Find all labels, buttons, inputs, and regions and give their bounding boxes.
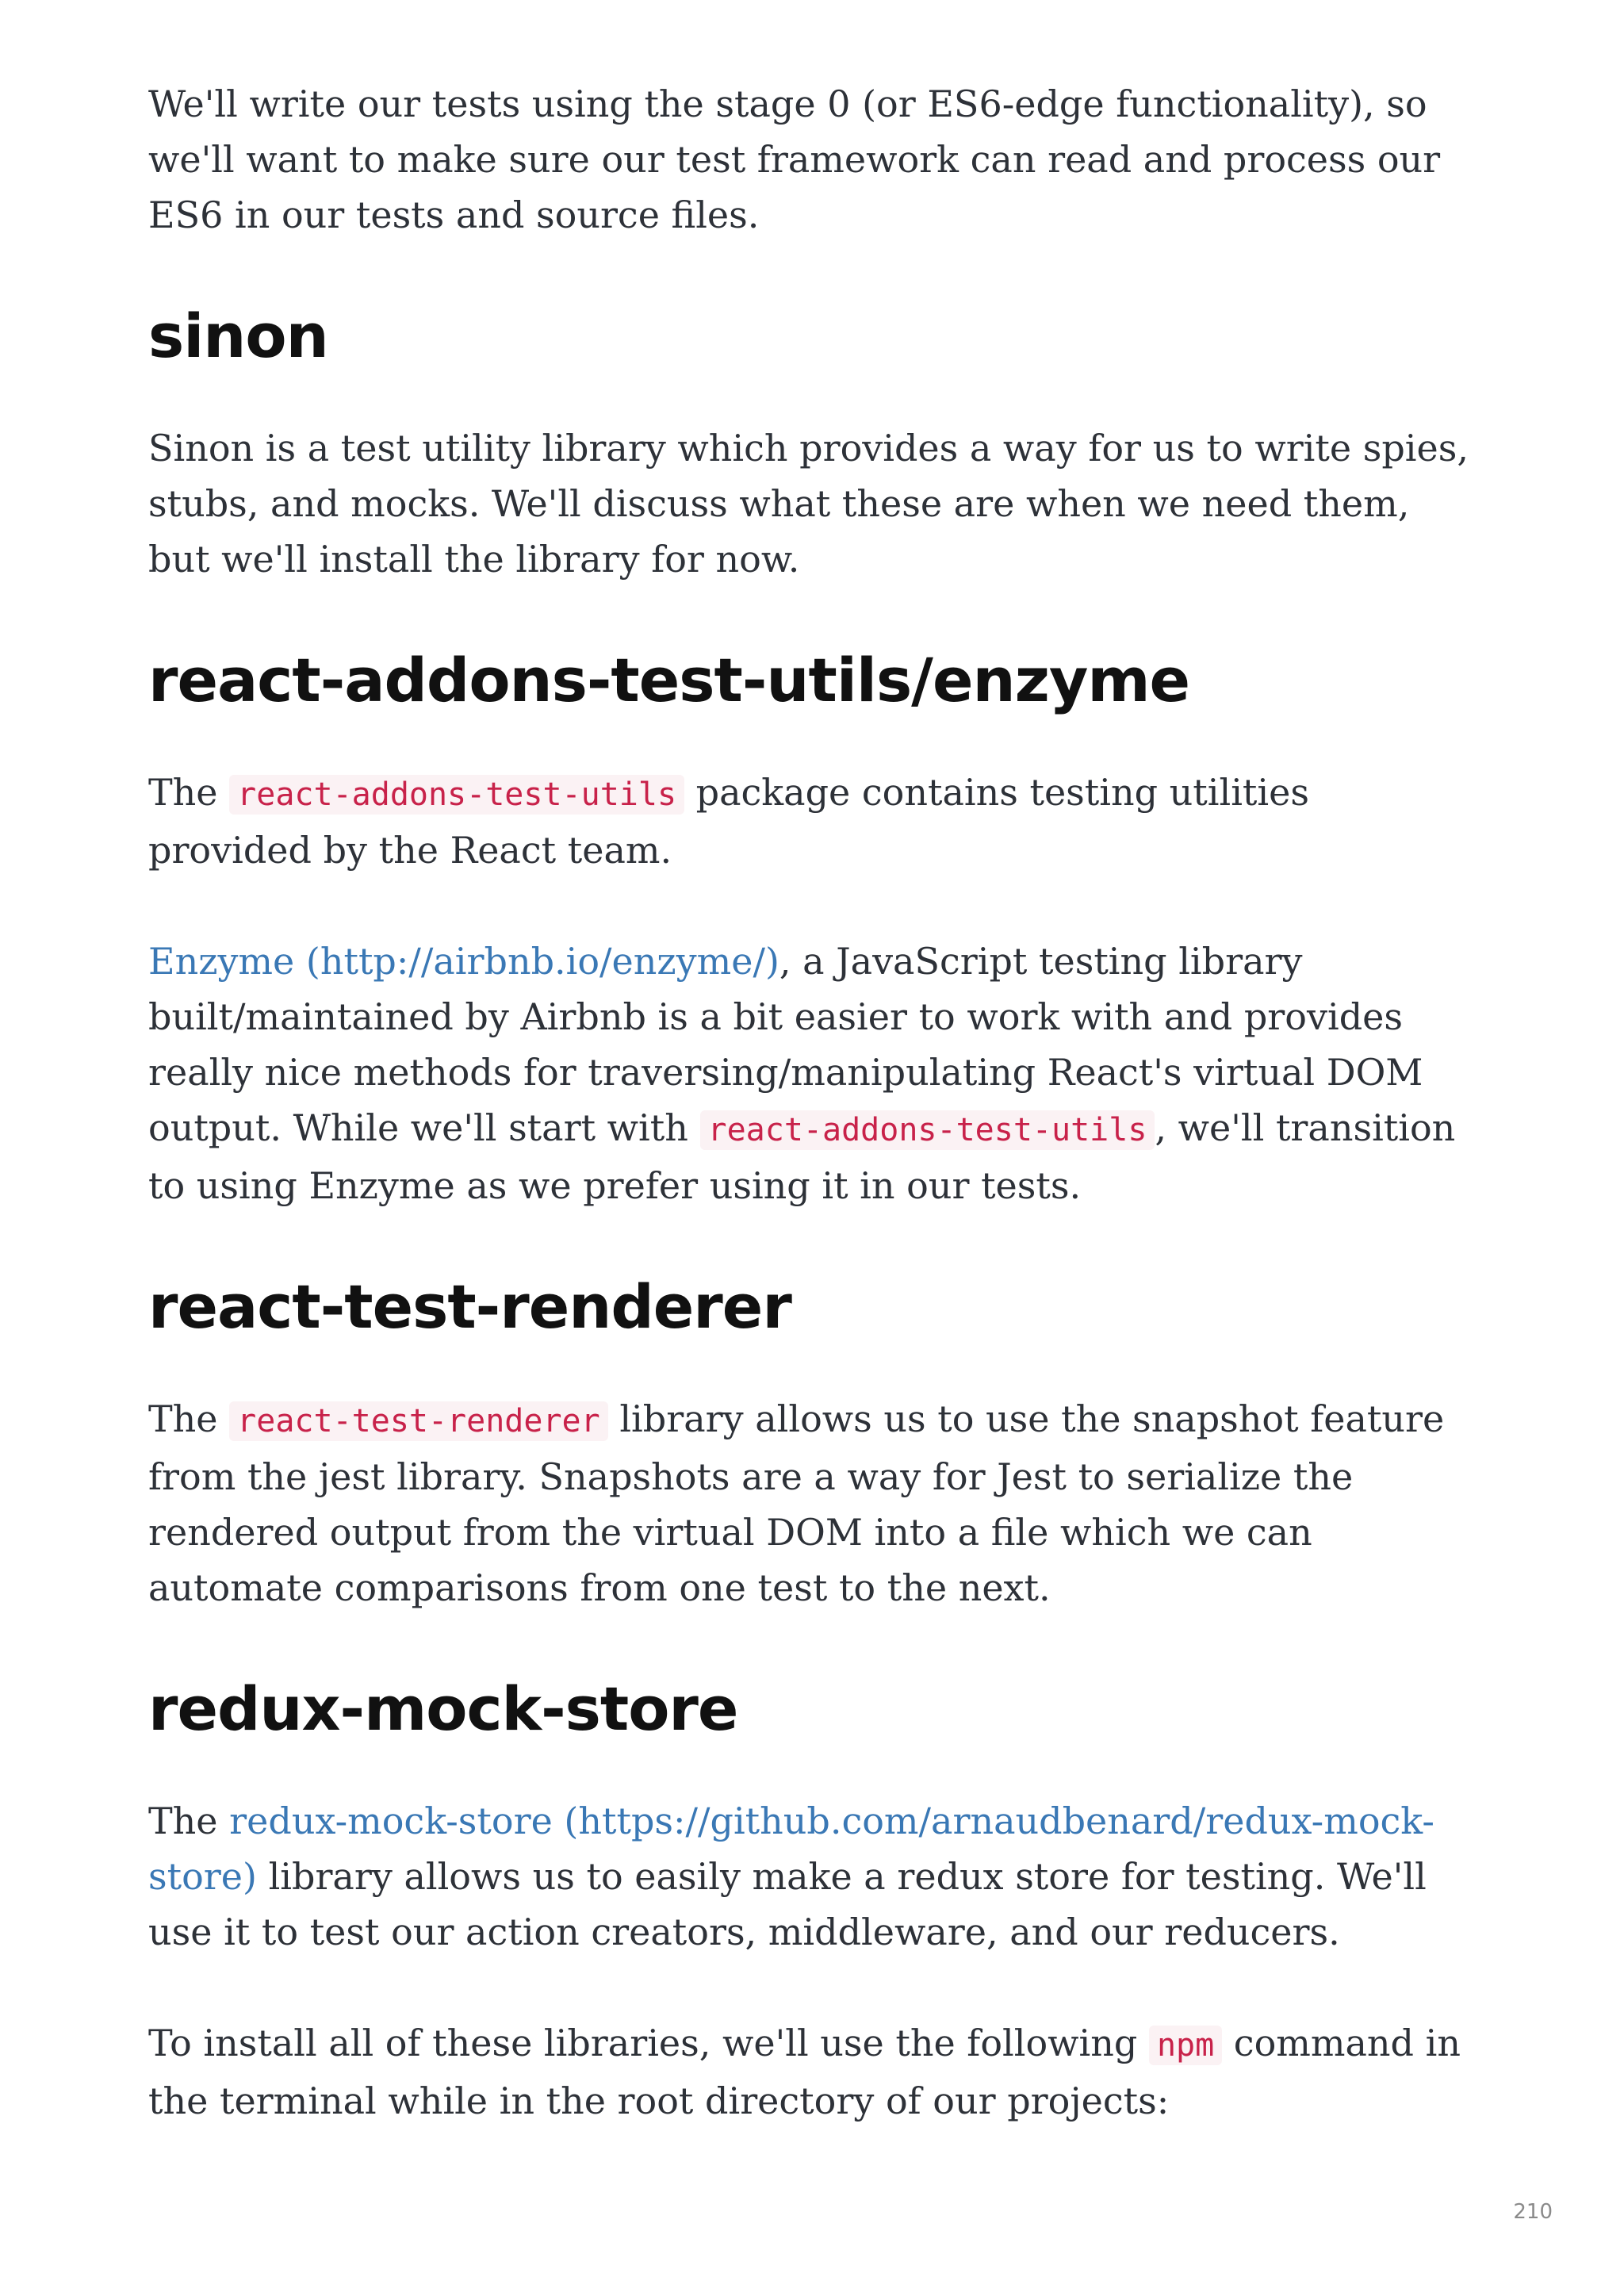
text-run: The	[148, 1397, 230, 1440]
enzyme-paragraph	[148, 933, 1480, 1213]
sinon-heading: sinon	[148, 301, 328, 371]
text-run: The	[148, 1800, 230, 1842]
test-utils-paragraph	[148, 765, 1480, 878]
enzyme-link[interactable]: Enzyme (http://airbnb.io/enzyme/)	[148, 940, 779, 983]
mockstore-heading: redux-mock-store	[148, 1673, 738, 1744]
mockstore-paragraph	[148, 1793, 1480, 1960]
text-run: library allows us to easily make a redux store for testing. We'll use it to test our action creators, middleware, and our reducers.	[148, 1855, 1427, 1953]
inline-code: npm	[1149, 2026, 1222, 2065]
inline-code: react-test-renderer	[229, 1401, 608, 1441]
inline-code: react-addons-test-utils	[229, 775, 684, 815]
inline-code: react-addons-test-utils	[700, 1110, 1155, 1150]
install-paragraph	[148, 2015, 1480, 2129]
renderer-paragraph	[148, 1391, 1480, 1616]
text-run: library allows us to use the snapshot feature from the jest library. Snapshots are a way for Jest to serialize the rendered output from the virtual DOM into a file which we can automate comparisons from one test to the next.	[148, 1397, 1445, 1609]
text-run: To install all of these libraries, we'll use the following	[148, 2022, 1149, 2064]
document-page	[148, 76, 1480, 2184]
page-number: 210	[1513, 2200, 1553, 2224]
text-run: , we'll transition to using Enzyme as we prefer using it in our tests.	[148, 1106, 1456, 1207]
text-run: The	[148, 771, 230, 814]
mockstore-link[interactable]: redux-mock-store (https://github.com/arnaudbenard/redux-mock-store)	[148, 1800, 1434, 1898]
sinon-paragraph: Sinon is a test utility library which provides a way for us to write spies, stubs, and mocks. We'll discuss what these are when we need them, but we'll install the library for now.	[148, 427, 1469, 581]
text-run: , a JavaScript testing library built/maintained by Airbnb is a bit easier to work with and provides really nice methods for traversing/manipulating React's virtual DOM output. While we'll start with	[148, 940, 1423, 1149]
text-run: package contains testing utilities provided by the React team.	[148, 771, 1309, 872]
text-run: command in the terminal while in the root directory of our projects:	[148, 2022, 1461, 2122]
enzyme-heading: react-addons-test-utils/enzyme	[148, 645, 1190, 715]
renderer-heading: react-test-renderer	[148, 1271, 791, 1342]
intro-paragraph: We'll write our tests using the stage 0 (or ES6-edge functionality), so we'll want to make sure our test framework can read and process our ES6 in our tests and source files.	[148, 82, 1441, 236]
